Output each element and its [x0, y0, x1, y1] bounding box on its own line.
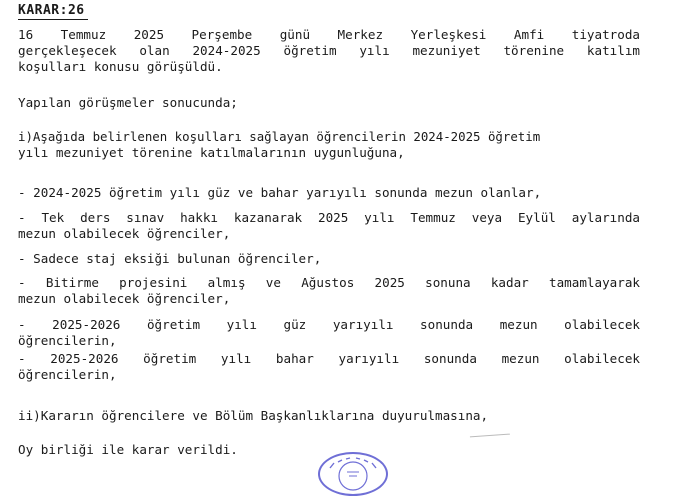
- condition-1-line-1: - 2024-2025 öğretim yılı güz ve bahar yarıyılı sonunda mezun olanlar,: [18, 185, 542, 200]
- discussion-line: Yapılan görüşmeler sonucunda;: [18, 95, 238, 110]
- condition-5-line-2: öğrencilerin,: [18, 333, 117, 348]
- condition-6-line-1: - 2025-2026 öğretim yılı bahar yarıyılı sonunda mezun olabilecek: [18, 351, 640, 366]
- official-seal-stamp: [318, 452, 388, 496]
- seal-graphic: [320, 454, 386, 494]
- condition-2-line-2: mezun olabilecek öğrenciler,: [18, 226, 231, 241]
- condition-2-line-1: - Tek ders sınav hakkı kazanarak 2025 yılı Temmuz veya Eylül aylarında: [18, 210, 640, 225]
- item-i-line-2: yılı mezuniyet törenine katılmalarının uygunluğuna,: [18, 145, 405, 160]
- condition-4-line-1: - Bitirme projesini almış ve Ağustos 2025 sonuna kadar tamamlayarak: [18, 275, 640, 290]
- intro-line-1: 16 Temmuz 2025 Perşembe günü Merkez Yerleşkesi Amfi tiyatroda: [18, 27, 640, 42]
- condition-6-line-2: öğrencilerin,: [18, 367, 117, 382]
- heading-underline: [18, 19, 88, 20]
- item-ii-line: ii)Kararın öğrencilere ve Bölüm Başkanlıklarına duyurulmasına,: [18, 408, 489, 423]
- condition-5-line-1: - 2025-2026 öğretim yılı güz yarıyılı sonunda mezun olabilecek: [18, 317, 640, 332]
- condition-3-line-1: - Sadece staj eksiği bulunan öğrenciler,: [18, 251, 322, 266]
- decision-heading: KARAR:26: [18, 3, 85, 18]
- item-i-line-1: i)Aşağıda belirlenen koşulları sağlayan öğrencilerin 2024-2025 öğretim: [18, 129, 541, 144]
- intro-line-2: gerçekleşecek olan 2024-2025 öğretim yılı mezuniyet törenine katılım: [18, 43, 640, 58]
- intro-line-3: koşulları konusu görüşüldü.: [18, 59, 223, 74]
- faint-mark: [470, 434, 510, 441]
- closing-line: Oy birliği ile karar verildi.: [18, 442, 238, 457]
- condition-4-line-2: mezun olabilecek öğrenciler,: [18, 291, 231, 306]
